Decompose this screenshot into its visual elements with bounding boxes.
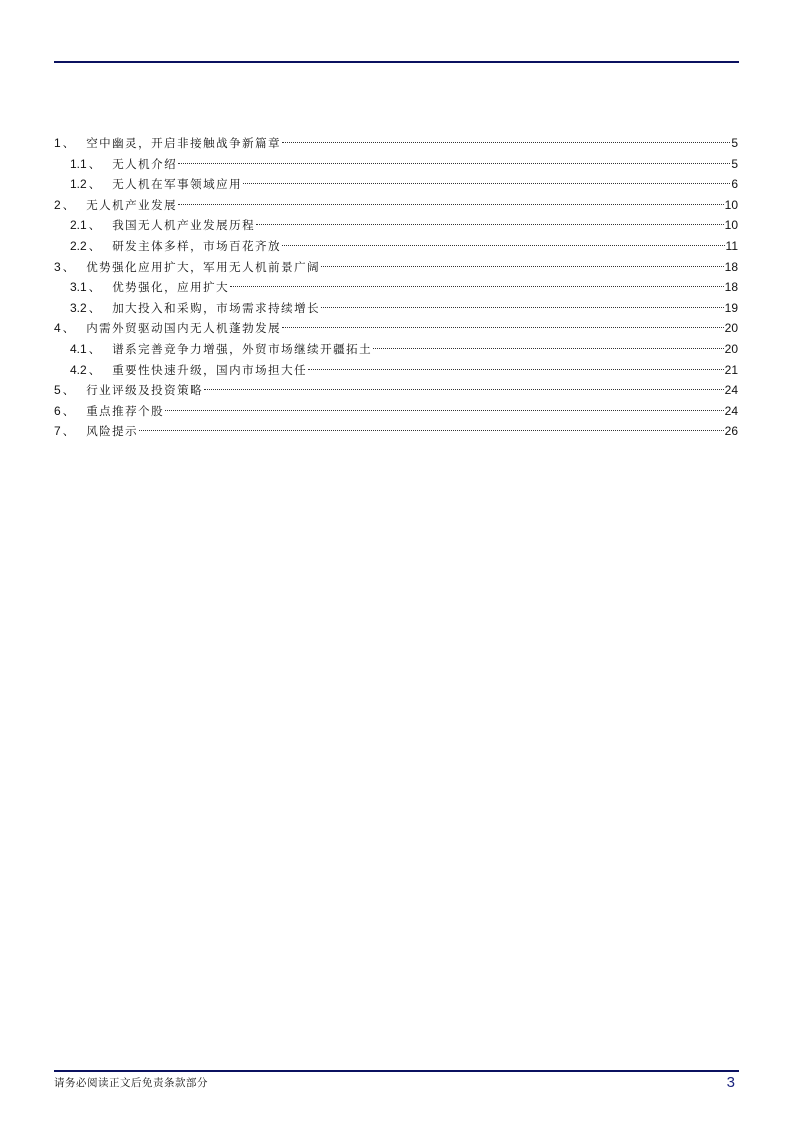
toc-page-number: 5: [731, 136, 738, 150]
toc-entry[interactable]: [54, 401, 738, 422]
toc-entry[interactable]: [54, 133, 738, 154]
footer-disclaimer: 请务必阅读正文后免责条款部分: [54, 1077, 208, 1089]
toc-number: 2.2: [70, 238, 87, 253]
toc-title: 优势强化应用扩大，军用无人机前景广阔: [86, 259, 321, 274]
toc-leader-dots: [230, 285, 723, 287]
toc-leader-dots: [204, 388, 723, 390]
toc-entry[interactable]: [54, 215, 738, 236]
toc-page-number: 18: [724, 280, 738, 295]
toc-number: 1: [54, 136, 61, 150]
toc-page-number: 10: [724, 218, 738, 233]
toc-entry[interactable]: [54, 318, 738, 339]
toc-title: 无人机在军事领域应用: [112, 177, 243, 192]
toc-page-number: 5: [731, 156, 738, 171]
toc-leader-dots: [282, 244, 724, 246]
toc-page-number: 19: [724, 300, 738, 315]
toc-separator: 、: [88, 341, 101, 356]
toc-separator: 、: [62, 259, 75, 274]
toc-title: 行业评级及投资策略: [86, 383, 204, 398]
toc-separator: 、: [88, 177, 101, 192]
toc-leader-dots: [165, 409, 723, 411]
toc-separator: 、: [62, 197, 75, 212]
toc-number: 4.2: [70, 362, 87, 377]
toc-page-number: 24: [724, 403, 738, 418]
toc-number: 6: [54, 403, 61, 418]
toc-title: 研发主体多样，市场百花齐放: [112, 238, 282, 253]
toc-number: 3: [54, 259, 61, 274]
toc-number: 1.2: [70, 177, 87, 192]
toc-title: 加大投入和采购，市场需求持续增长: [112, 300, 321, 315]
toc-page-number: 11: [725, 238, 738, 253]
toc-entry[interactable]: [54, 380, 738, 401]
toc-separator: 、: [88, 238, 101, 253]
toc-leader-dots: [373, 347, 723, 349]
toc-number: 2: [54, 197, 61, 212]
toc-entry[interactable]: [54, 154, 738, 175]
toc-leader-dots: [282, 141, 730, 143]
toc-entry[interactable]: [54, 174, 738, 195]
toc-title: 内需外贸驱动国内无人机蓬勃发展: [86, 321, 282, 336]
toc-entry[interactable]: [54, 236, 738, 257]
toc-leader-dots: [243, 182, 730, 184]
toc-entry[interactable]: [54, 195, 738, 216]
toc-separator: 、: [62, 321, 75, 336]
toc-number: 3.2: [70, 300, 87, 315]
toc-separator: 、: [62, 403, 75, 418]
toc-title: 无人机介绍: [112, 156, 178, 171]
toc-leader-dots: [282, 326, 723, 328]
toc-entry[interactable]: [54, 298, 738, 319]
toc-leader-dots: [178, 203, 723, 205]
toc-separator: 、: [88, 280, 101, 295]
toc-page-number: 10: [724, 197, 738, 212]
toc-page-number: 20: [724, 321, 738, 336]
toc-separator: 、: [88, 218, 101, 233]
toc-leader-dots: [139, 429, 723, 431]
toc-entry[interactable]: [54, 421, 738, 442]
toc-separator: 、: [88, 300, 101, 315]
footer-rule: [54, 1070, 739, 1072]
header-rule: [54, 61, 739, 63]
toc-title: 我国无人机产业发展历程: [112, 218, 256, 233]
toc-page-number: 21: [724, 362, 738, 377]
toc-entry[interactable]: [54, 277, 738, 298]
toc-leader-dots: [321, 265, 723, 267]
toc-leader-dots: [321, 306, 723, 308]
toc-entry[interactable]: [54, 257, 738, 278]
toc-title: 谱系完善竞争力增强，外贸市场继续开疆拓土: [112, 341, 373, 356]
toc-number: 5: [54, 383, 61, 398]
toc-page-number: 20: [724, 341, 738, 356]
toc-separator: 、: [88, 156, 101, 171]
toc-entry[interactable]: [54, 339, 738, 360]
toc-number: 2.1: [70, 218, 87, 233]
toc-number: 3.1: [70, 280, 87, 295]
toc-title: 空中幽灵，开启非接触战争新篇章: [86, 136, 282, 150]
toc-title: 风险提示: [86, 424, 139, 439]
toc-number: 4: [54, 321, 61, 336]
toc-leader-dots: [308, 368, 723, 370]
toc-page-number: 26: [724, 424, 738, 439]
toc-number: 7: [54, 424, 61, 439]
toc-separator: 、: [62, 136, 75, 150]
toc-title: 重点推荐个股: [86, 403, 165, 418]
toc-page-number: 18: [724, 259, 738, 274]
toc-leader-dots: [256, 223, 723, 225]
toc-separator: 、: [62, 424, 75, 439]
toc-separator: 、: [88, 362, 101, 377]
toc-page-number: 6: [731, 177, 738, 192]
footer-page-number: 3: [726, 1074, 735, 1091]
toc-page-number: 24: [724, 383, 738, 398]
toc-number: 4.1: [70, 341, 87, 356]
table-of-contents: [54, 133, 738, 442]
toc-entry[interactable]: [54, 360, 738, 381]
toc-title: 优势强化，应用扩大: [112, 280, 230, 295]
toc-separator: 、: [62, 383, 75, 398]
toc-title: 无人机产业发展: [86, 197, 178, 212]
toc-title: 重要性快速升级，国内市场担大任: [112, 362, 308, 377]
toc-leader-dots: [178, 162, 730, 164]
toc-number: 1.1: [70, 156, 87, 171]
